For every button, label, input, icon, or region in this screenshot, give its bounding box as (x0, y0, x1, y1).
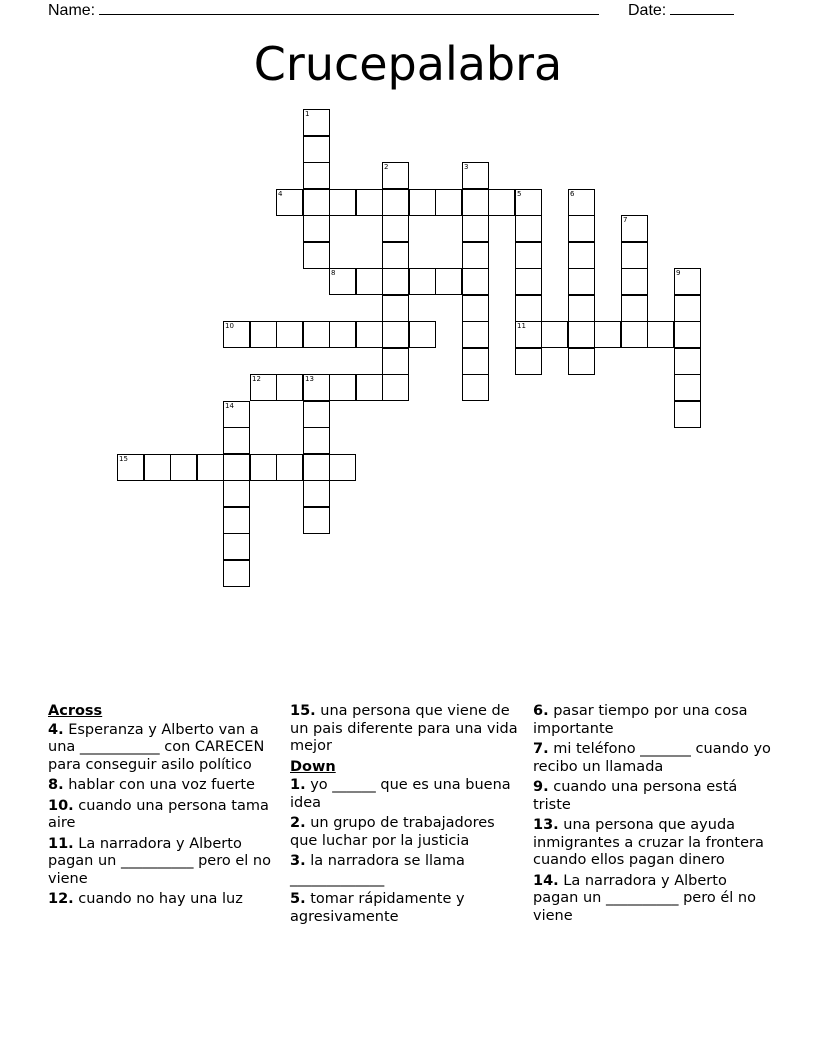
clue-down-7: 7. mi teléfono _______ cuando yo recibo un llamada (533, 741, 771, 775)
crossword-cell[interactable] (621, 321, 648, 348)
crossword-cell[interactable] (303, 480, 330, 507)
crossword-cell[interactable] (303, 374, 330, 401)
clue-number: 3 (464, 163, 469, 171)
clue-number: 14 (225, 402, 234, 410)
crossword-cell[interactable] (568, 321, 595, 348)
crossword-cell[interactable] (223, 533, 250, 560)
crossword-cell[interactable] (250, 374, 277, 401)
crossword-cell[interactable] (462, 374, 489, 401)
crossword-cell[interactable] (117, 454, 144, 481)
crossword-cell[interactable] (462, 162, 489, 189)
clue-number: 15 (119, 455, 128, 463)
crossword-cell[interactable] (462, 242, 489, 269)
clue-number: 11 (517, 322, 526, 330)
crossword-cell[interactable] (568, 268, 595, 295)
crossword-cell[interactable] (303, 162, 330, 189)
clue-number: 4 (278, 190, 283, 198)
clue-across-11: 11. La narradora y Alberto pagan un __________ pero el no viene (48, 835, 271, 887)
crossword-cell[interactable] (223, 454, 250, 481)
crossword-cell[interactable] (303, 454, 330, 481)
crossword-cell[interactable] (276, 189, 303, 216)
clues-column-3 (533, 703, 773, 928)
crossword-cell[interactable] (356, 374, 383, 401)
crossword-cell[interactable] (303, 109, 330, 136)
clue-across-12: 12. cuando no hay una luz (48, 891, 243, 907)
crossword-cell[interactable] (250, 454, 277, 481)
clue-number: 1 (305, 110, 310, 118)
crossword-cell[interactable] (568, 189, 595, 216)
crossword-cell[interactable] (329, 189, 356, 216)
crossword-cell[interactable] (144, 454, 171, 481)
clue-number: 7 (623, 216, 628, 224)
crossword-cell[interactable] (382, 348, 409, 375)
crossword-cell[interactable] (462, 189, 489, 216)
clues-column-2 (290, 703, 520, 929)
crossword-cell[interactable] (329, 454, 356, 481)
crossword-cell[interactable] (621, 268, 648, 295)
crossword-cell[interactable] (382, 321, 409, 348)
clue-across-10: 10. cuando una persona tama aire (48, 797, 269, 831)
crossword-cell[interactable] (621, 242, 648, 269)
page-title: Crucepalabra (253, 37, 563, 91)
clue-down-14: 14. La narradora y Alberto pagan un __________ pero él no viene (533, 872, 756, 924)
crossword-cell[interactable] (515, 242, 542, 269)
crossword-cell[interactable] (409, 268, 436, 295)
crossword-cell[interactable] (462, 268, 489, 295)
clue-down-1: 1. yo ______ que es una buena idea (290, 777, 511, 811)
crossword-cell[interactable] (568, 215, 595, 242)
crossword-cell[interactable] (170, 454, 197, 481)
crossword-cell[interactable] (462, 295, 489, 322)
down-heading: Down (290, 758, 336, 775)
clue-across-8: 8. hablar con una voz fuerte (48, 777, 255, 793)
crossword-cell[interactable] (568, 295, 595, 322)
date-label: Date: (628, 2, 667, 19)
crossword-cell[interactable] (356, 268, 383, 295)
clue-number: 6 (570, 190, 575, 198)
clue-number: 5 (517, 190, 522, 198)
clue-number: 13 (305, 375, 314, 383)
clues-column-1 (48, 703, 276, 912)
clue-down-3: 3. la narradora se llama _____________ (290, 853, 465, 887)
crossword-cell[interactable] (568, 348, 595, 375)
crossword-cell[interactable] (382, 242, 409, 269)
clue-across-4: 4. Esperanza y Alberto van a una ___________ con CARECEN para conseguir asilo político (48, 721, 265, 773)
crossword-cell[interactable] (329, 374, 356, 401)
crossword-cell[interactable] (303, 189, 330, 216)
crossword-cell[interactable] (568, 242, 595, 269)
crossword-cell[interactable] (462, 348, 489, 375)
crossword-cell[interactable] (382, 215, 409, 242)
crossword-cell[interactable] (674, 295, 701, 322)
across-heading: Across (48, 703, 103, 719)
crossword-cell[interactable] (382, 374, 409, 401)
crossword-cell[interactable] (303, 242, 330, 269)
crossword-cell[interactable] (382, 295, 409, 322)
crossword-cell[interactable] (409, 189, 436, 216)
crossword-cell[interactable] (223, 401, 250, 428)
crossword-cell[interactable] (223, 427, 250, 454)
name-label: Name: (48, 2, 96, 19)
crossword-cell[interactable] (515, 215, 542, 242)
crossword-cell[interactable] (276, 454, 303, 481)
crossword-cell[interactable] (276, 321, 303, 348)
crossword-cell[interactable] (674, 374, 701, 401)
clue-number: 8 (331, 269, 336, 277)
clue-number: 12 (252, 375, 261, 383)
crossword-cell[interactable] (621, 295, 648, 322)
crossword-cell[interactable] (647, 321, 674, 348)
clue-number: 2 (384, 163, 389, 171)
crossword-cell[interactable] (303, 507, 330, 534)
crossword-cell[interactable] (382, 162, 409, 189)
crossword-cell[interactable] (541, 321, 568, 348)
crossword-cell[interactable] (488, 189, 515, 216)
crossword-cell[interactable] (223, 321, 250, 348)
crossword-cell[interactable] (223, 480, 250, 507)
clue-down-9: 9. cuando una persona está triste (533, 779, 738, 813)
crossword-cell[interactable] (515, 295, 542, 322)
crossword-cell[interactable] (674, 268, 701, 295)
crossword-cell[interactable] (197, 454, 224, 481)
crossword-cell[interactable] (435, 189, 462, 216)
clue-down-5: 5. tomar rápidamente y agresivamente (290, 891, 465, 925)
crossword-cell[interactable] (329, 321, 356, 348)
crossword-cell[interactable] (674, 348, 701, 375)
crossword-cell[interactable] (250, 321, 277, 348)
crossword-cell[interactable] (382, 189, 409, 216)
crossword-cell[interactable] (303, 136, 330, 163)
crossword-cell[interactable] (515, 268, 542, 295)
crossword-cell[interactable] (462, 321, 489, 348)
crossword-cell[interactable] (329, 268, 356, 295)
crossword-cell[interactable] (303, 215, 330, 242)
crossword-cell[interactable] (674, 321, 701, 348)
crossword-cell[interactable] (674, 401, 701, 428)
crossword-cell[interactable] (356, 321, 383, 348)
crossword-cell[interactable] (515, 321, 542, 348)
crossword-cell[interactable] (409, 321, 436, 348)
crossword-cell[interactable] (382, 268, 409, 295)
crossword-cell[interactable] (223, 560, 250, 587)
crossword-cell[interactable] (356, 189, 383, 216)
clue-across-15: 15. una persona que viene de un pais diferente para una vida mejor (290, 703, 518, 754)
crossword-cell[interactable] (462, 215, 489, 242)
crossword-cell[interactable] (303, 427, 330, 454)
clue-down-6: 6. pasar tiempo por una cosa importante (533, 703, 748, 737)
crossword-cell[interactable] (303, 321, 330, 348)
clue-down-13: 13. una persona que ayuda inmigrantes a cruzar la frontera cuando ellos pagan dinero (533, 817, 764, 868)
crossword-cell[interactable] (594, 321, 621, 348)
crossword-cell[interactable] (515, 348, 542, 375)
clue-down-2: 2. un grupo de trabajadores que luchar por la justicia (290, 815, 495, 849)
crossword-cell[interactable] (303, 401, 330, 428)
crossword-cell[interactable] (621, 215, 648, 242)
crossword-cell[interactable] (435, 268, 462, 295)
clue-number: 10 (225, 322, 234, 330)
crossword-cell[interactable] (276, 374, 303, 401)
crossword-cell[interactable] (223, 507, 250, 534)
crossword-cell[interactable] (515, 189, 542, 216)
clue-number: 9 (676, 269, 681, 277)
